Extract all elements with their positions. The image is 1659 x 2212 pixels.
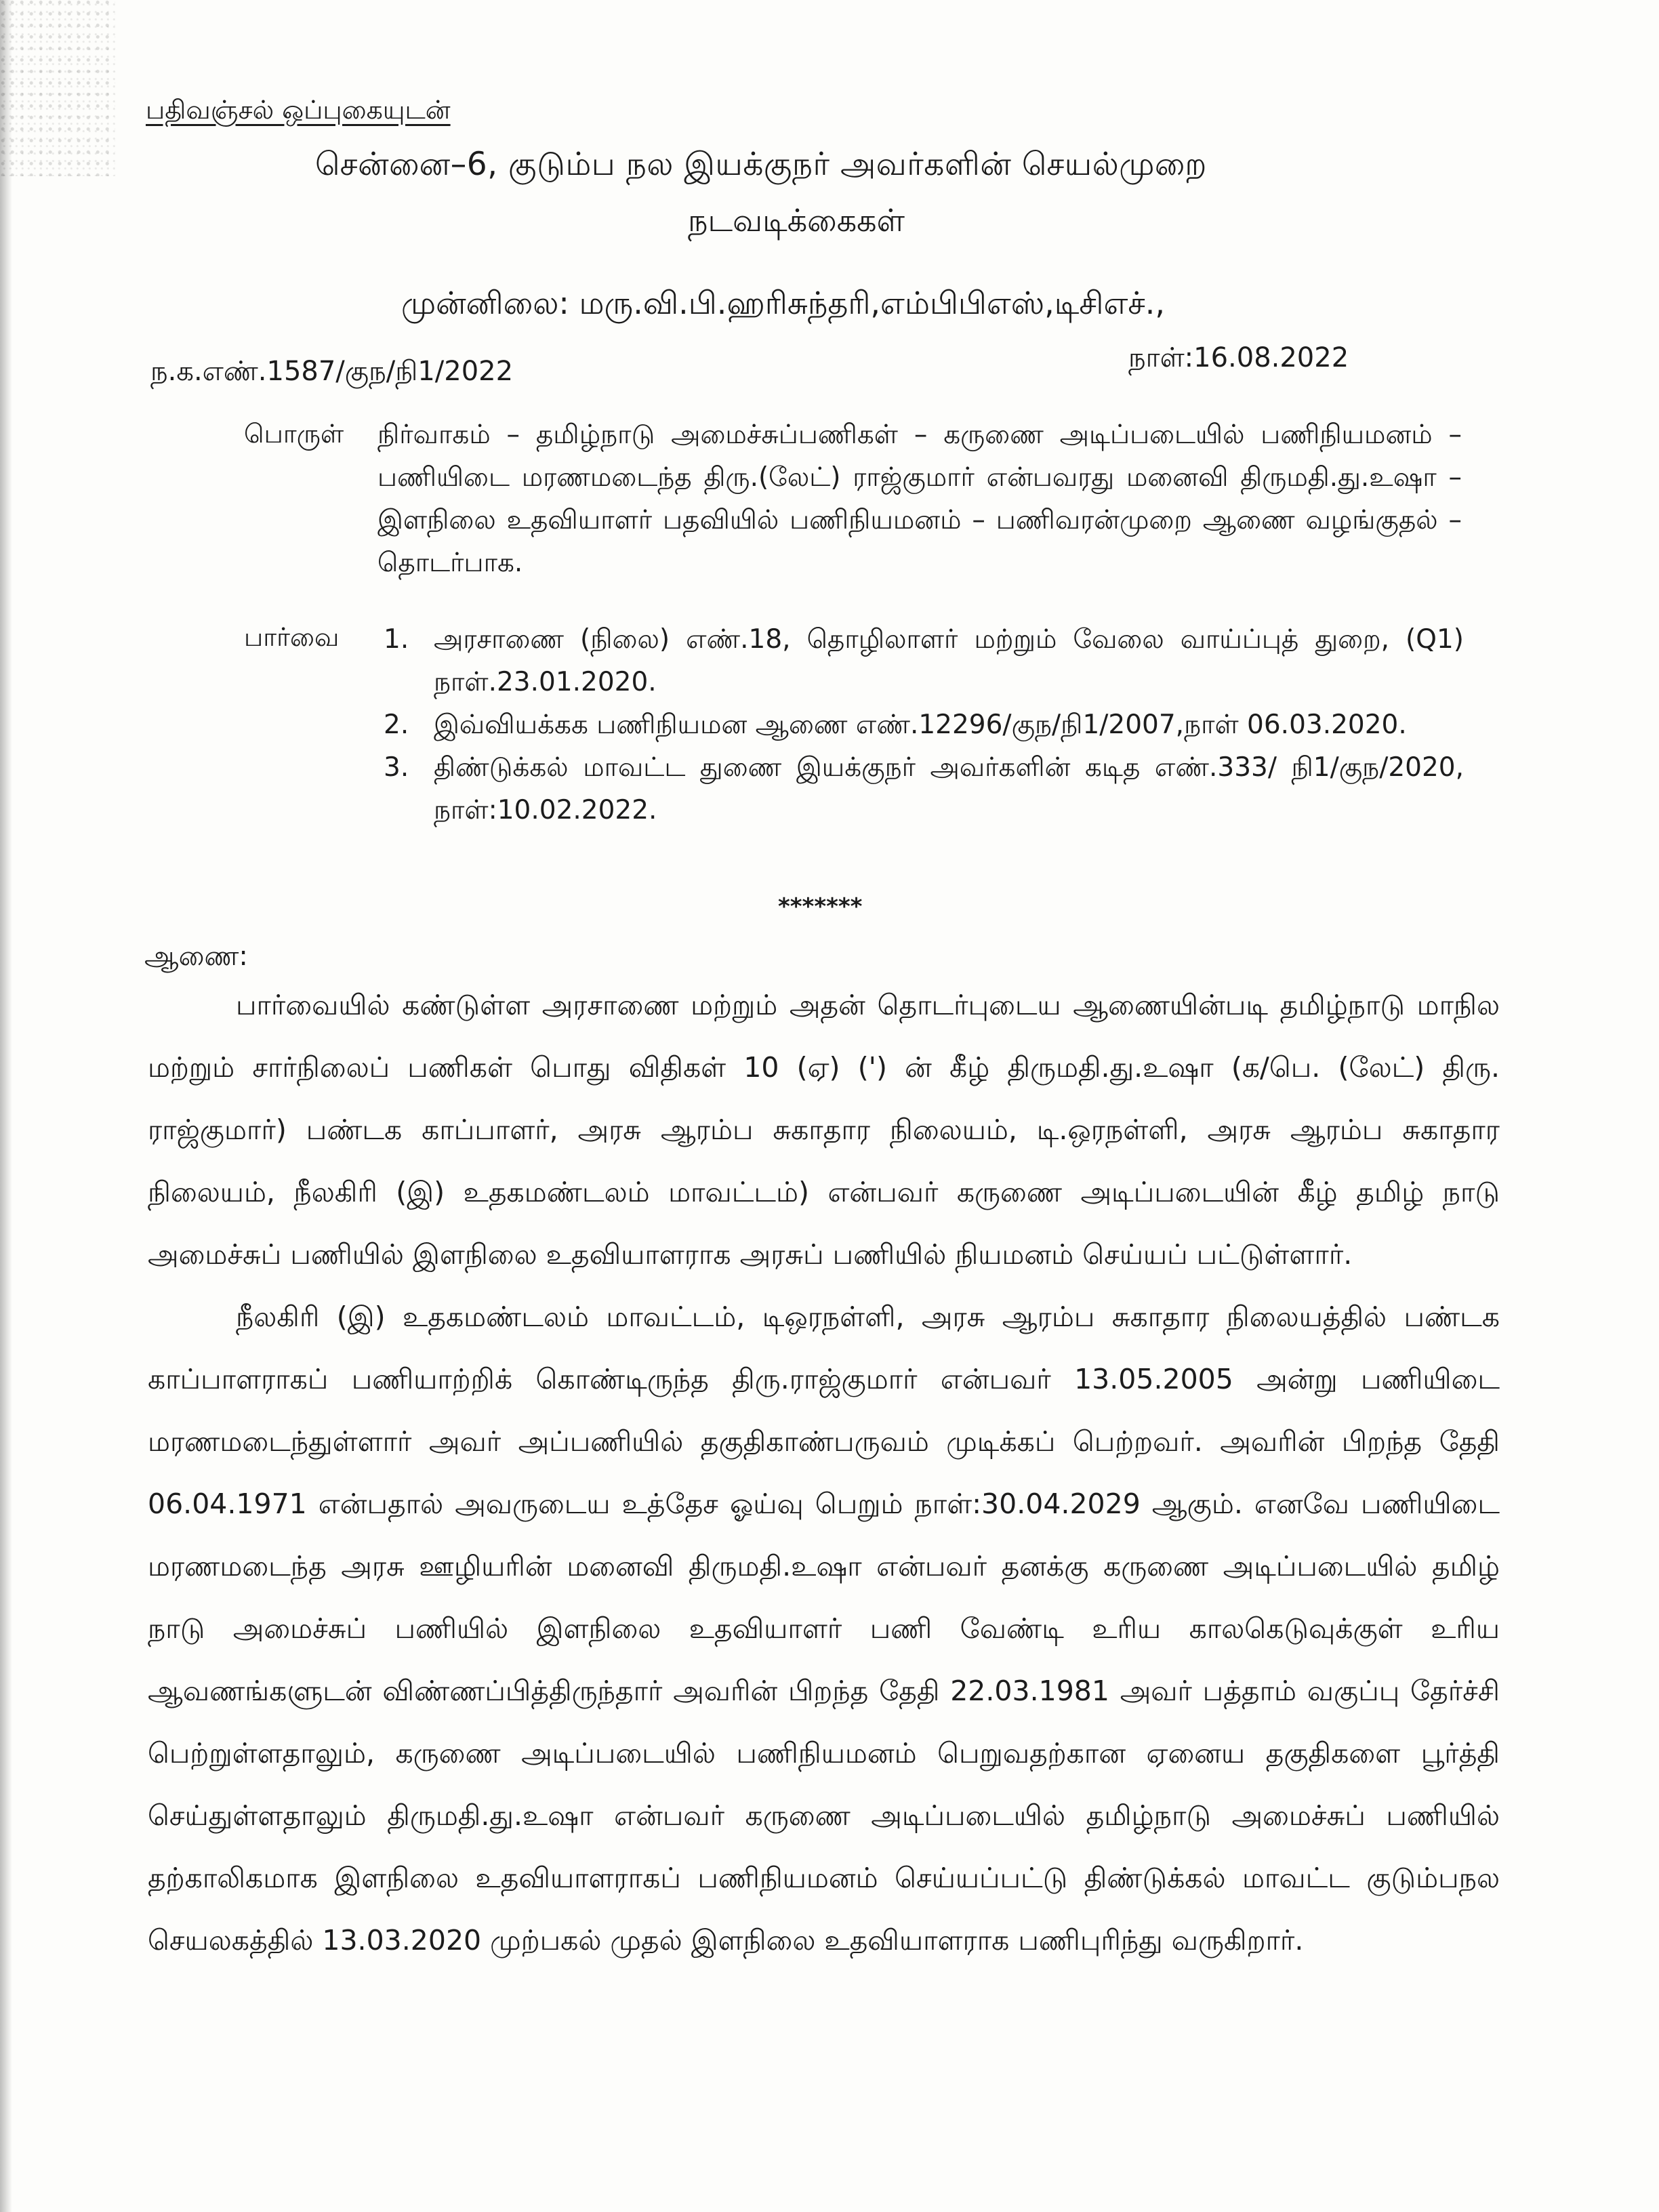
scan-edge — [0, 0, 12, 2212]
subject-label: பொருள் — [244, 419, 344, 449]
scan-noise — [0, 0, 115, 176]
reference-text: அரசாணை (நிலை) எண்.18, தொழிலாளர் மற்றும் வேலை வாய்ப்புத் துறை, (Q1) நாள்.23.01.2020. — [434, 624, 1464, 697]
subject-text: நிர்வாகம் – தமிழ்நாடு அமைச்சுப்பணிகள் – கருணை அடிப்படையில் பணிநியமனம் –பணியிடை மரணமடைந்த திரு.(லேட்) ராஜ்குமார் என்பவரது மனைவி திருமதி.து.உஷா – இளநிலை உதவியாளர் பதவியில் பணிநியமனம் – பணிவரன்முறை ஆணை வழங்குதல் – தொடர்பாக. — [377, 419, 1462, 578]
document-title-line2: நடவடிக்கைகள் — [688, 202, 905, 239]
reference-text: திண்டுக்கல் மாவட்ட துணை இயக்குநர் அவர்களின் கடித எண்.333/ நி1/குந/2020, நாள்:10.02.2022. — [434, 752, 1464, 825]
reference-number-label: 1. — [384, 624, 409, 655]
order-paragraph-2: நீலகிரி (இ) உதகமண்டலம் மாவட்டம், டிஒரநள்ளி, அரசு ஆரம்ப சுகாதார நிலையத்தில் பண்டக காப்பாளராகப் பணியாற்றிக் கொண்டிருந்த திரு.ராஜ்குமார் என்பவர் 13.05.2005 அன்று பணியிடை மரணமடைந்துள்ளார் அவர் அப்பணியில் தகுதிகாண்பருவம் முடிக்கப் பெற்றவர். அவரின் பிறந்த தேதி 06.04.1971 என்பதால் அவருடைய உத்தேச ஓய்வு பெறும் நாள்:30.04.2029 ஆகும். எனவே பணியிடை மரணமடைந்த அரசு ஊழியரின் மனைவி திருமதி.உஷா என்பவர் தனக்கு கருணை அடிப்படையில் தமிழ் நாடு அமைச்சுப் பணியில் இளநிலை உதவியாளர் பணி வேண்டி உரிய காலகெடுவுக்குள் உரிய ஆவணங்களுடன் விண்ணப்பித்திருந்தார் அவரின் பிறந்த தேதி 22.03.1981 அவர் பத்தாம் வகுப்பு தேர்ச்சி பெற்றுள்ளதாலும், கருணை அடிப்படையில் பணிநியமனம் பெறுவதற்கான ஏனைய தகுதிகளை பூர்த்தி செய்துள்ளதாலும் திருமதி.து.உஷா என்பவர் கருணை அடிப்படையில் தமிழ்நாடு அமைச்சுப் பணியில் தற்காலிகமாக இளநிலை உதவியாளராகப் பணிநியமனம் செய்யப்பட்டு திண்டுக்கல் மாவட்ட குடும்பநல செயலகத்தில் 13.03.2020 முற்பகல் முதல் இளநிலை உதவியாளராக பணிபுரிந்து வருகிறார். — [148, 1300, 1500, 1957]
registered-post-note: பதிவஞ்சல் ஒப்புகையுடன் — [146, 95, 451, 125]
presence-line: முன்னிலை: மரு.வி.பி.ஹரிசுந்தரி,எம்பிபிஎஸ்,டிசிஎச்., — [401, 285, 1166, 321]
order-body — [148, 974, 1500, 1971]
reference-text: இவ்வியக்கக பணிநியமன ஆணை எண்.12296/குந/நி1/2007,நாள் 06.03.2020. — [434, 710, 1407, 740]
reference-item — [380, 618, 1464, 703]
reference-number: ந.க.எண்.1587/குந/நி1/2022 — [150, 356, 514, 387]
reference-number-label: 2. — [384, 710, 409, 740]
section-separator: ******* — [778, 893, 863, 920]
order-paragraph-1: பார்வையில் கண்டுள்ள அரசாணை மற்றும் அதன் தொடர்புடைய ஆணையின்படி தமிழ்நாடு மாநில மற்றும் சார்நிலைப் பணிகள் பொது விதிகள் 10 (ஏ) (') ன் கீழ் திருமதி.து.உஷா (க/பெ. (லேட்) திரு. ராஜ்குமார்) பண்டக காப்பாளர், அரசு ஆரம்ப சுகாதார நிலையம், டி.ஒரநள்ளி, அரசு ஆரம்ப சுகாதார நிலையம், நீலகிரி (இ) உதகமண்டலம் மாவட்டம்) என்பவர் கருணை அடிப்படையின் கீழ் தமிழ் நாடு அமைச்சுப் பணியில் இளநிலை உதவியாளராக அரசுப் பணியில் நியமனம் செய்யப் பட்டுள்ளார். — [148, 989, 1500, 1271]
document-date: நாள்:16.08.2022 — [1128, 342, 1349, 373]
references-list — [380, 618, 1464, 832]
reference-item — [380, 746, 1464, 832]
reference-number-label: 3. — [384, 752, 409, 783]
reference-item — [380, 703, 1464, 746]
document-title-line1: சென்னை–6, குடும்ப நல இயக்குநர் அவர்களின் செயல்முறை — [315, 146, 1207, 183]
order-heading: ஆணை: — [144, 941, 248, 972]
references-label: பார்வை — [244, 622, 340, 652]
